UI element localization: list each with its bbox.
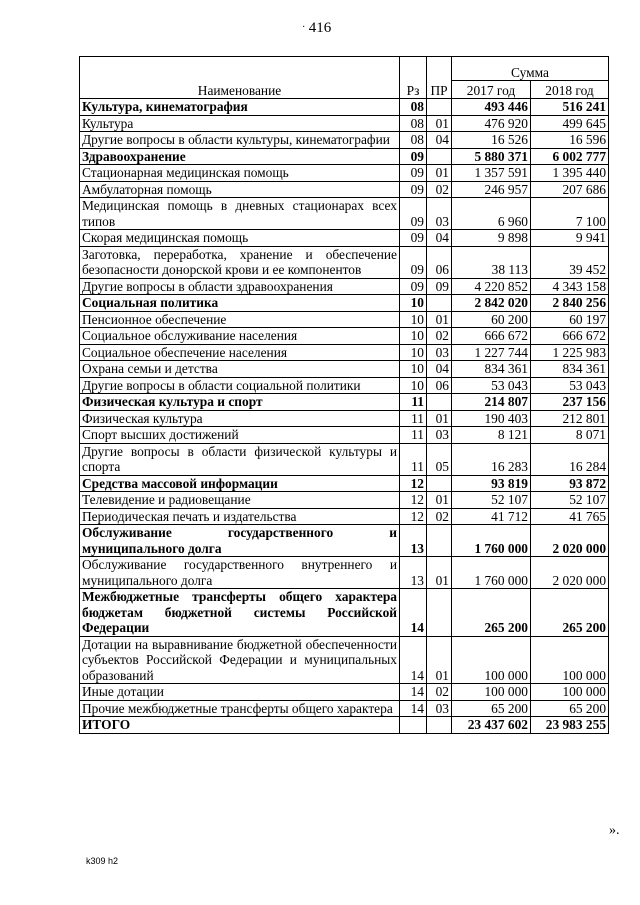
row-pr: 01 [427,311,452,328]
row-pr: 03 [427,198,452,230]
row-2018: 52 107 [531,492,609,509]
table-row [80,492,609,509]
row-2018: 93 872 [531,475,609,492]
section-row [80,295,609,312]
row-name: Стационарная медицинская помощь [80,165,400,182]
row-name: Другие вопросы в области здравоохранения [80,278,400,295]
row-rz: 10 [400,328,427,345]
row-2018: 41 765 [531,508,609,525]
row-rz: 09 [400,246,427,278]
row-2018: 60 197 [531,311,609,328]
total-2018: 23 983 255 [531,717,609,734]
total-pr [427,717,452,734]
header-name: Наименование [80,57,400,99]
row-name: Физическая культура [80,410,400,427]
row-2018: 237 156 [531,394,609,411]
table-header-row [80,57,609,81]
row-name: Межбюджетные трансферты общего характера бюджетам бюджетной системы Российской Федерации [80,589,400,637]
row-pr: 09 [427,278,452,295]
total-row [80,717,609,734]
row-2018: 207 686 [531,181,609,198]
row-rz: 11 [400,427,427,444]
total-2017: 23 437 602 [452,717,531,734]
row-2018: 212 801 [531,410,609,427]
header-year-2018: 2018 год [531,81,609,99]
section-row [80,99,609,116]
table-row [80,165,609,182]
row-pr [427,148,452,165]
row-2018: 2 020 000 [531,525,609,557]
table-row [80,278,609,295]
row-rz: 14 [400,589,427,637]
row-2017: 53 043 [452,377,531,394]
row-name: Социальное обеспечение населения [80,344,400,361]
table-row [80,700,609,717]
row-2017: 100 000 [452,684,531,701]
budget-table [79,56,609,734]
row-name: Социальная политика [80,295,400,312]
footer-code: k309 h2 [86,856,119,866]
row-2017: 1 227 744 [452,344,531,361]
row-pr: 01 [427,115,452,132]
row-rz: 09 [400,148,427,165]
row-rz: 11 [400,443,427,475]
row-rz: 14 [400,636,427,684]
row-2017: 1 760 000 [452,557,531,589]
row-2018: 7 100 [531,198,609,230]
row-name: Здравоохранение [80,148,400,165]
table-row [80,410,609,427]
row-2017: 38 113 [452,246,531,278]
section-row [80,394,609,411]
row-pr: 03 [427,344,452,361]
row-name: Средства массовой информации [80,475,400,492]
row-rz: 09 [400,181,427,198]
closing-quote: ». [609,823,620,838]
row-2018: 53 043 [531,377,609,394]
total-label: ИТОГО [80,717,400,734]
row-2017: 16 283 [452,443,531,475]
row-2017: 265 200 [452,589,531,637]
table-row [80,311,609,328]
row-2017: 246 957 [452,181,531,198]
row-rz: 14 [400,684,427,701]
row-2017: 8 121 [452,427,531,444]
table-row [80,508,609,525]
row-pr: 01 [427,165,452,182]
row-rz: 10 [400,311,427,328]
table-row [80,684,609,701]
table-row [80,427,609,444]
header-pr: ПР [427,57,452,99]
row-pr: 01 [427,557,452,589]
row-name: Дотации на выравнивание бюджетной обеспеченности субъектов Российской Федерации и муниципальных образований [80,636,400,684]
row-name: Спорт высших достижений [80,427,400,444]
total-rz [400,717,427,734]
row-rz: 10 [400,361,427,378]
row-rz: 13 [400,557,427,589]
row-pr [427,295,452,312]
row-2017: 52 107 [452,492,531,509]
table-row [80,377,609,394]
page-mark: · [302,22,306,33]
row-2017: 190 403 [452,410,531,427]
row-2018: 8 071 [531,427,609,444]
table-row [80,344,609,361]
row-2017: 493 446 [452,99,531,116]
row-name: Периодическая печать и издательства [80,508,400,525]
row-rz: 08 [400,132,427,149]
table-row [80,443,609,475]
section-row [80,525,609,557]
table-row [80,115,609,132]
row-2017: 476 920 [452,115,531,132]
row-rz: 11 [400,410,427,427]
row-name: Пенсионное обеспечение [80,311,400,328]
row-2018: 516 241 [531,99,609,116]
row-name: Обслуживание государственного внутреннего и муниципального долга [80,557,400,589]
row-2017: 2 842 020 [452,295,531,312]
section-row [80,589,609,637]
row-name: Амбулаторная помощь [80,181,400,198]
row-2017: 834 361 [452,361,531,378]
table-row [80,328,609,345]
row-name: Заготовка, переработка, хранение и обеспечение безопасности донорской крови и ее компонентов [80,246,400,278]
row-pr: 03 [427,427,452,444]
row-2018: 65 200 [531,700,609,717]
row-2017: 60 200 [452,311,531,328]
row-pr: 01 [427,492,452,509]
row-2017: 5 880 371 [452,148,531,165]
row-name: Физическая культура и спорт [80,394,400,411]
row-name: Телевидение и радиовещание [80,492,400,509]
row-rz: 08 [400,99,427,116]
row-rz: 10 [400,377,427,394]
row-pr: 03 [427,700,452,717]
row-2017: 6 960 [452,198,531,230]
row-2018: 2 020 000 [531,557,609,589]
row-rz: 09 [400,230,427,247]
row-pr: 01 [427,410,452,427]
row-2018: 16 596 [531,132,609,149]
row-2017: 1 760 000 [452,525,531,557]
row-2018: 4 343 158 [531,278,609,295]
row-rz: 10 [400,344,427,361]
row-pr: 06 [427,377,452,394]
row-pr: 04 [427,361,452,378]
row-rz: 12 [400,508,427,525]
row-2017: 16 526 [452,132,531,149]
row-2018: 6 002 777 [531,148,609,165]
row-2017: 100 000 [452,636,531,684]
page-number: 416 [308,20,332,36]
section-row [80,148,609,165]
table-row [80,230,609,247]
row-pr: 02 [427,684,452,701]
row-pr: 04 [427,132,452,149]
row-name: Обслуживание государственного и муниципального долга [80,525,400,557]
row-rz: 09 [400,278,427,295]
row-name: Социальное обслуживание населения [80,328,400,345]
row-2018: 2 840 256 [531,295,609,312]
row-2018: 100 000 [531,636,609,684]
header-year-2017: 2017 год [452,81,531,99]
row-2017: 65 200 [452,700,531,717]
row-2017: 666 672 [452,328,531,345]
row-pr [427,394,452,411]
header-sum: Сумма [452,57,609,81]
header-rz: Рз [400,57,427,99]
row-rz: 12 [400,475,427,492]
row-name: Другие вопросы в области социальной политики [80,377,400,394]
table-row [80,636,609,684]
row-2018: 100 000 [531,684,609,701]
row-2018: 1 395 440 [531,165,609,182]
table-row [80,181,609,198]
row-name: Охрана семьи и детства [80,361,400,378]
row-2017: 214 807 [452,394,531,411]
table-row [80,361,609,378]
row-pr: 06 [427,246,452,278]
row-2018: 265 200 [531,589,609,637]
row-pr: 02 [427,328,452,345]
row-rz: 12 [400,492,427,509]
row-name: Другие вопросы в области культуры, кинематографии [80,132,400,149]
row-name: Культура [80,115,400,132]
row-2017: 4 220 852 [452,278,531,295]
row-rz: 11 [400,394,427,411]
row-2018: 16 284 [531,443,609,475]
row-pr: 02 [427,508,452,525]
row-2018: 39 452 [531,246,609,278]
row-pr [427,525,452,557]
row-rz: 09 [400,198,427,230]
row-2018: 499 645 [531,115,609,132]
row-rz: 09 [400,165,427,182]
row-pr [427,475,452,492]
row-name: Скорая медицинская помощь [80,230,400,247]
row-2017: 9 898 [452,230,531,247]
section-row [80,475,609,492]
row-rz: 14 [400,700,427,717]
row-name: Другие вопросы в области физической культуры и спорта [80,443,400,475]
row-pr: 02 [427,181,452,198]
row-name: Культура, кинематография [80,99,400,116]
row-2017: 41 712 [452,508,531,525]
row-name: Прочие межбюджетные трансферты общего характера [80,700,400,717]
table-row [80,557,609,589]
table-row [80,132,609,149]
row-rz: 13 [400,525,427,557]
row-pr: 04 [427,230,452,247]
table-row [80,198,609,230]
row-2018: 9 941 [531,230,609,247]
row-name: Иные дотации [80,684,400,701]
row-rz: 10 [400,295,427,312]
row-pr: 05 [427,443,452,475]
row-pr [427,589,452,637]
row-pr: 01 [427,636,452,684]
row-2018: 666 672 [531,328,609,345]
row-name: Медицинская помощь в дневных стационарах всех типов [80,198,400,230]
row-2018: 834 361 [531,361,609,378]
row-pr [427,99,452,116]
row-rz: 08 [400,115,427,132]
row-2018: 1 225 983 [531,344,609,361]
table-row [80,246,609,278]
row-2017: 1 357 591 [452,165,531,182]
row-2017: 93 819 [452,475,531,492]
